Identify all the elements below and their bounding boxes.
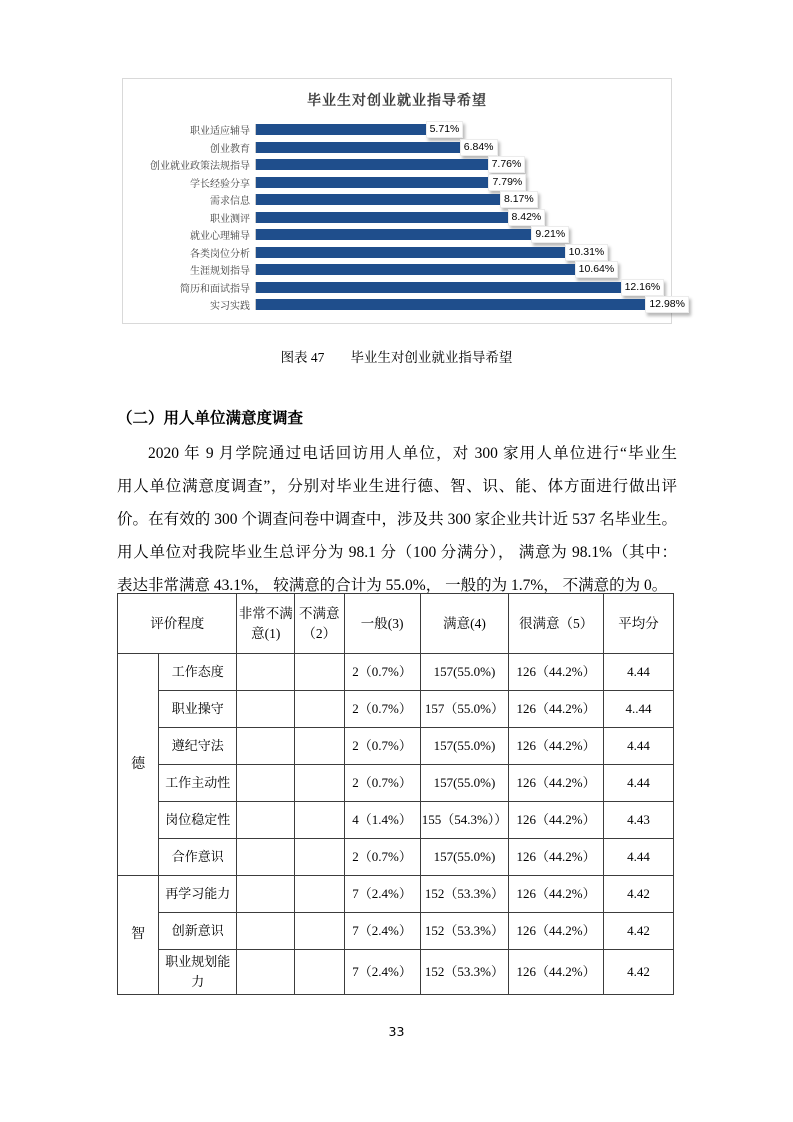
bar-track: [255, 212, 655, 223]
figure-caption-label: 图表 47: [280, 350, 325, 365]
bar-chart: [122, 78, 685, 324]
value-cell: [237, 802, 295, 839]
item-cell: 遵纪守法: [159, 728, 237, 765]
bar-track: [255, 229, 655, 240]
bar: [256, 229, 534, 240]
paragraph-line: 2020 年 9 月学院通过电话回访用人单位，对 300 家用人单位进行“毕业生: [148, 445, 677, 462]
value-cell: 152（53.3%）: [420, 876, 509, 913]
bar-track: [255, 264, 655, 275]
bar-value-label: 12.98%: [645, 296, 689, 313]
section-heading: （二）用人单位满意度调查: [117, 410, 304, 427]
value-cell: 126（44.2%）: [509, 654, 604, 691]
bar-track: [255, 159, 655, 170]
value-cell: 4..44: [603, 691, 673, 728]
item-cell: 工作态度: [159, 654, 237, 691]
value-cell: 126（44.2%）: [509, 913, 604, 950]
bar: [256, 212, 511, 223]
value-cell: 4.42: [603, 913, 673, 950]
table-row: [118, 876, 674, 913]
chart-title: 毕业生对创业就业指导希望: [307, 92, 487, 108]
value-cell: 2（0.7%）: [344, 765, 420, 802]
value-cell: 126（44.2%）: [509, 728, 604, 765]
value-cell: 4.43: [603, 802, 673, 839]
value-cell: 126（44.2%）: [509, 876, 604, 913]
value-cell: [295, 691, 344, 728]
value-cell: 157(55.0%): [420, 654, 509, 691]
item-cell: 职业操守: [159, 691, 237, 728]
bar: [256, 264, 578, 275]
value-cell: 4.42: [603, 876, 673, 913]
bar-row: [133, 298, 685, 312]
table-body: [118, 654, 674, 995]
bar-value-label: 9.21%: [531, 226, 569, 243]
bar-category-label: 学长经验分享: [190, 178, 250, 190]
bar: [256, 159, 491, 170]
body-paragraph: [117, 437, 677, 602]
page-number: 33: [388, 1024, 405, 1039]
table-row: [118, 654, 674, 691]
group-cell: 德: [118, 654, 159, 876]
bar-row: [133, 193, 655, 206]
bar-row: [133, 246, 655, 259]
bar: [256, 142, 463, 153]
table-row: [118, 839, 674, 876]
value-cell: 4.44: [603, 839, 673, 876]
value-cell: [295, 839, 344, 876]
bar-track: [255, 280, 661, 293]
value-cell: 4.44: [603, 654, 673, 691]
bar-track: [255, 124, 655, 135]
value-cell: [295, 876, 344, 913]
bar-track: [255, 177, 655, 188]
value-cell: [237, 950, 295, 995]
value-cell: 4.44: [603, 728, 673, 765]
value-cell: 7（2.4%）: [344, 876, 420, 913]
bar-row: [133, 263, 655, 276]
header-neutral: 一般(3): [344, 594, 420, 654]
value-cell: [295, 728, 344, 765]
bar: [256, 299, 648, 310]
value-cell: 126（44.2%）: [509, 839, 604, 876]
value-cell: [237, 876, 295, 913]
value-cell: [295, 654, 344, 691]
header-satisfied: 满意(4): [420, 594, 509, 654]
figure-caption-title: 毕业生对创业就业指导希望: [350, 350, 513, 365]
bar: [256, 247, 568, 258]
bar-row: [133, 228, 655, 241]
value-cell: 126（44.2%）: [509, 802, 604, 839]
paragraph-line: 用人单位对我院毕业生总评分为 98.1 分（100 分满分）， 满意为 98.1%（其中：: [117, 544, 677, 561]
bar-category-label: 需求信息: [210, 196, 250, 207]
bar-value-label: 10.64%: [575, 261, 619, 278]
bar-row: [133, 176, 655, 189]
group-cell: 智: [118, 876, 159, 995]
paragraph-line: 用人单位满意度调查”，分别对毕业生进行德、智、识、能、体方面进行做出评: [117, 478, 677, 495]
table-row: [118, 950, 674, 995]
paragraph-line: 价。在有效的 300 个调查问卷中调查中，涉及共 300 家企业共计近 537 名毕业生。: [117, 511, 677, 528]
value-cell: [237, 765, 295, 802]
paragraph-line: 表达非常满意 43.1%， 较满意的合计为 55.0%， 一般的为 1.7%， 不满意的为 0。: [117, 577, 668, 594]
value-cell: [295, 913, 344, 950]
bar-category-label: 生涯规划指导: [190, 266, 250, 277]
item-cell: 创新意识: [159, 913, 237, 950]
bar-row: [133, 280, 661, 295]
bar-value-label: 8.17%: [500, 191, 538, 208]
value-cell: 152（53.3%）: [420, 913, 509, 950]
value-cell: 157(55.0%): [420, 728, 509, 765]
bar-track: [255, 194, 655, 205]
satisfaction-table: [117, 593, 674, 995]
item-cell: 岗位稳定性: [159, 802, 237, 839]
bar-value-label: 7.76%: [488, 156, 526, 173]
value-cell: 4.42: [603, 950, 673, 995]
value-cell: 2（0.7%）: [344, 839, 420, 876]
value-cell: 155（54.3%））: [420, 802, 509, 839]
figure-caption: [0, 346, 793, 366]
value-cell: 2（0.7%）: [344, 728, 420, 765]
table-row: [118, 802, 674, 839]
bar-value-label: 5.71%: [426, 121, 464, 138]
value-cell: 152（53.3%）: [420, 950, 509, 995]
bar: [256, 194, 503, 205]
value-cell: 2（0.7%）: [344, 691, 420, 728]
value-cell: [237, 839, 295, 876]
header-very-dissatisfied: 非常不满意(1): [237, 594, 295, 654]
bar-row: [133, 158, 655, 171]
bar: [256, 177, 491, 188]
bar-value-label: 10.31%: [565, 244, 609, 261]
chart-plot-area: [133, 123, 685, 312]
value-cell: [295, 802, 344, 839]
value-cell: 157(55.0%): [420, 839, 509, 876]
value-cell: 7（2.4%）: [344, 913, 420, 950]
header-rating-scale: 评价程度: [118, 594, 237, 654]
item-cell: 工作主动性: [159, 765, 237, 802]
bar-value-label: 7.79%: [488, 174, 526, 191]
table-row: [118, 728, 674, 765]
header-dissatisfied: 不满意（2）: [295, 594, 344, 654]
value-cell: [295, 765, 344, 802]
bar-category-label: 创业教育: [210, 143, 250, 155]
bar: [256, 124, 429, 135]
bar-category-label: 简历和面试指导: [180, 283, 250, 295]
value-cell: [237, 654, 295, 691]
value-cell: 157(55.0%): [420, 765, 509, 802]
table-header-row: [118, 594, 674, 654]
bar-category-label: 职业适应辅导: [190, 126, 250, 137]
value-cell: [237, 913, 295, 950]
bar-track: [255, 142, 655, 153]
value-cell: 4（1.4%）: [344, 802, 420, 839]
bar-value-label: 12.16%: [621, 279, 665, 296]
header-average-score: 平均分: [603, 594, 673, 654]
bar-value-label: 8.42%: [508, 209, 546, 226]
value-cell: 4.44: [603, 765, 673, 802]
table-row: [118, 691, 674, 728]
bar-category-label: 职业测评: [210, 213, 250, 225]
table-row: [118, 765, 674, 802]
value-cell: 126（44.2%）: [509, 691, 604, 728]
item-cell: 职业规划能力: [159, 950, 237, 995]
value-cell: 7（2.4%）: [344, 950, 420, 995]
bar-row: [133, 141, 655, 154]
bar-track: [255, 298, 685, 310]
value-cell: [295, 950, 344, 995]
value-cell: [237, 691, 295, 728]
value-cell: 126（44.2%）: [509, 765, 604, 802]
value-cell: 2（0.7%）: [344, 654, 420, 691]
value-cell: [237, 728, 295, 765]
item-cell: 再学习能力: [159, 876, 237, 913]
bar-row: [133, 123, 655, 136]
item-cell: 合作意识: [159, 839, 237, 876]
bar-track: [255, 247, 655, 258]
value-cell: 126（44.2%）: [509, 950, 604, 995]
value-cell: 157（55.0%）: [420, 691, 509, 728]
bar-value-label: 6.84%: [460, 139, 498, 156]
table-row: [118, 913, 674, 950]
bar-category-label: 就业心理辅导: [190, 231, 250, 242]
bar-category-label: 创业就业政策法规指导: [150, 161, 250, 172]
bar: [256, 282, 624, 293]
header-very-satisfied: 很满意（5）: [509, 594, 604, 654]
bar-category-label: 各类岗位分析: [190, 248, 250, 260]
bar-row: [133, 211, 655, 224]
bar-category-label: 实习实践: [210, 301, 250, 312]
